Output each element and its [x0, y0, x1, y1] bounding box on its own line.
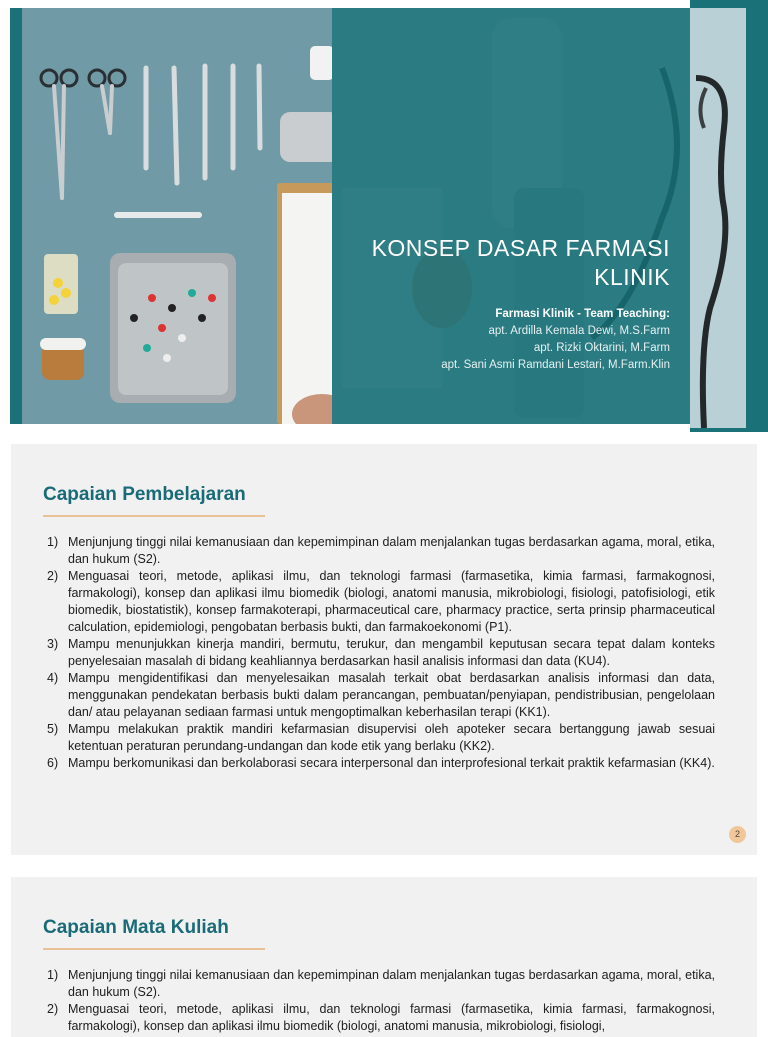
list-number: 1)	[47, 535, 59, 549]
list-text: Menjunjung tinggi nilai kemanusiaan dan kepemimpinan dalam menjalankan tugas berdasarkan agama, moral, etika, dan hukum (S2).	[68, 535, 715, 566]
presentation-title	[330, 234, 670, 292]
list-item	[43, 721, 715, 755]
author-3: apt. Sani Asmi Ramdani Lestari, M.Farm.Klin	[441, 359, 670, 371]
list-number: 1)	[47, 968, 59, 982]
course-subtitle: Farmasi Klinik - Team Teaching:	[495, 308, 670, 320]
course-outcomes-list	[43, 967, 715, 1035]
list-number: 3)	[47, 637, 59, 651]
list-item	[43, 636, 715, 670]
list-text: Menguasai teori, metode, aplikasi ilmu, dan teknologi farmasi (farmasetika, kimia farmasi, farmakognosi, farmakologi), konsep dan aplikasi ilmu biomedik (biologi, anatomi manusia, mikrobiologi, fisiologi, patofisiologi, etik biomedik, biostatistik), konsep farmakoterapi, pharmaceutical care, pharmacy practice, serta prinsip pharmaceutical calculation, epidemiologi, pengobatan berbasis bukti, dan farmakoekonomi (P1).	[68, 569, 715, 634]
author-2: apt. Rizki Oktarini, M.Farm	[533, 342, 670, 354]
list-number: 6)	[47, 756, 59, 770]
list-text: Mampu berkomunikasi dan berkolaborasi secara interpersonal dan interprofesional terkait praktik kefarmasian (KK4).	[68, 756, 715, 770]
title-slide	[0, 0, 768, 432]
slide-title: Capaian Mata Kuliah	[43, 917, 229, 938]
list-item	[43, 670, 715, 721]
learning-outcomes-list	[43, 534, 715, 772]
left-accent-bar	[10, 8, 22, 424]
list-text: Menjunjung tinggi nilai kemanusiaan dan kepemimpinan dalam menjalankan tugas berdasarkan agama, moral, etika, dan hukum (S2).	[68, 968, 715, 999]
author-block	[330, 306, 670, 374]
list-item	[43, 1001, 715, 1035]
list-text: Mampu menunjukkan kinerja mandiri, bermutu, terukur, dan mengambil keputusan secara tepat dalam konteks penyelesaian masalah di bidang keahliannya berdasarkan hasil analisis informasi dan data (KU4).	[68, 637, 715, 668]
list-item	[43, 534, 715, 568]
slide-capaian-mata-kuliah	[11, 877, 757, 1037]
list-text: Menguasai teori, metode, aplikasi ilmu, dan teknologi farmasi (farmasetika, kimia farmasi, farmakognosi, farmakologi), konsep dan aplikasi ilmu biomedik (biologi, anatomi manusia, mikrobiologi, fisiologi,	[68, 1002, 715, 1033]
list-text: Mampu melakukan praktik mandiri kefarmasian disupervisi oleh apoteker secara bertanggung jawab sesuai ketentuan peraturan perundang-undangan dan kode etik yang berlaku (KK2).	[68, 722, 715, 753]
list-item	[43, 755, 715, 772]
page-number-badge: 2	[729, 826, 746, 843]
list-item	[43, 967, 715, 1001]
author-1: apt. Ardilla Kemala Dewi, M.S.Farm	[488, 325, 670, 337]
title-line-1: KONSEP DASAR FARMASI	[371, 235, 670, 261]
list-number: 2)	[47, 1002, 59, 1016]
slide-capaian-pembelajaran	[11, 444, 757, 855]
slide-title: Capaian Pembelajaran	[43, 484, 246, 505]
list-number: 4)	[47, 671, 59, 685]
title-underline	[43, 515, 265, 517]
list-number: 2)	[47, 569, 59, 583]
list-number: 5)	[47, 722, 59, 736]
list-item	[43, 568, 715, 636]
list-text: Mampu mengidentifikasi dan menyelesaikan masalah terkait obat berdasarkan analisis informasi dan data, menggunakan pendekatan berbasis bukti dalam perancangan, pembuatan/penyiapan, pendistribusian, pengelolaan dan/ atau pelayanan sediaan farmasi untuk mengoptimalkan keberhasilan terapi (KK1).	[68, 671, 715, 719]
title-underline	[43, 948, 265, 950]
title-line-2: KLINIK	[594, 264, 670, 290]
stethoscope-crop	[690, 8, 746, 428]
